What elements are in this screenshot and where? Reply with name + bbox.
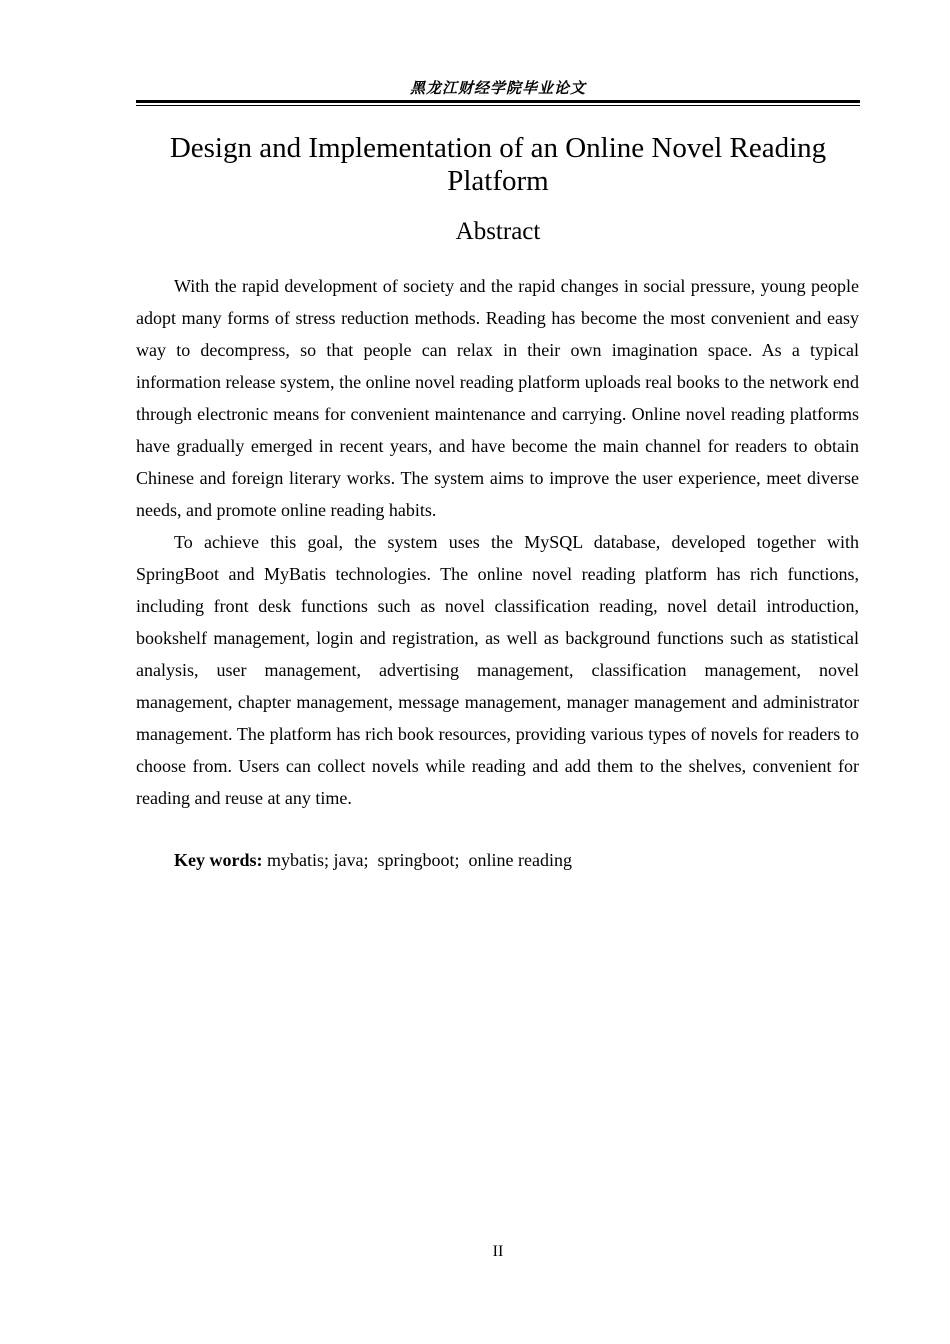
- abstract-heading: Abstract: [455, 218, 541, 245]
- keywords-label: Key words:: [174, 850, 263, 870]
- running-header: 黑龙江财经学院毕业论文: [409, 79, 586, 97]
- abstract-paragraph-1: With the rapid development of society and the rapid changes in social pressure, young people adopt many forms of stress reduction methods. Reading has become the most convenient and easy way to decompress, so that people can relax in their own imagination space. As a typical information release system, the online novel reading platform uploads real books to the network end through electronic means for convenient maintenance and carrying. Online novel reading platforms have gradually emerged in recent years, and have become the main channel for readers to obtain Chinese and foreign literary works. The system aims to improve the user experience, meet diverse needs, and promote online reading habits.: [136, 276, 859, 520]
- abstract-body: [136, 270, 859, 814]
- paper-title: Design and Implementation of an Online Novel Reading Platform: [169, 132, 827, 197]
- abstract-paragraph-2: To achieve this goal, the system uses the MySQL database, developed together with SpringBoot and MyBatis technologies. The online novel reading platform has rich functions, including front desk functions such as novel classification reading, novel detail introduction, bookshelf management, login and registration, as well as background functions such as statistical analysis, user management, advertising management, classification management, novel management, chapter management, message management, manager management and administrator management. The platform has rich book resources, providing various types of novels for readers to choose from. Users can collect novels while reading and add them to the shelves, convenient for reading and reuse at any time.: [136, 532, 859, 808]
- page-number: II: [492, 1243, 504, 1260]
- header-rule-thick: [136, 100, 860, 103]
- keywords-line: [174, 844, 572, 876]
- header-rule-thin: [136, 105, 860, 106]
- keywords-value: mybatis; java; springboot; online reading: [262, 850, 572, 870]
